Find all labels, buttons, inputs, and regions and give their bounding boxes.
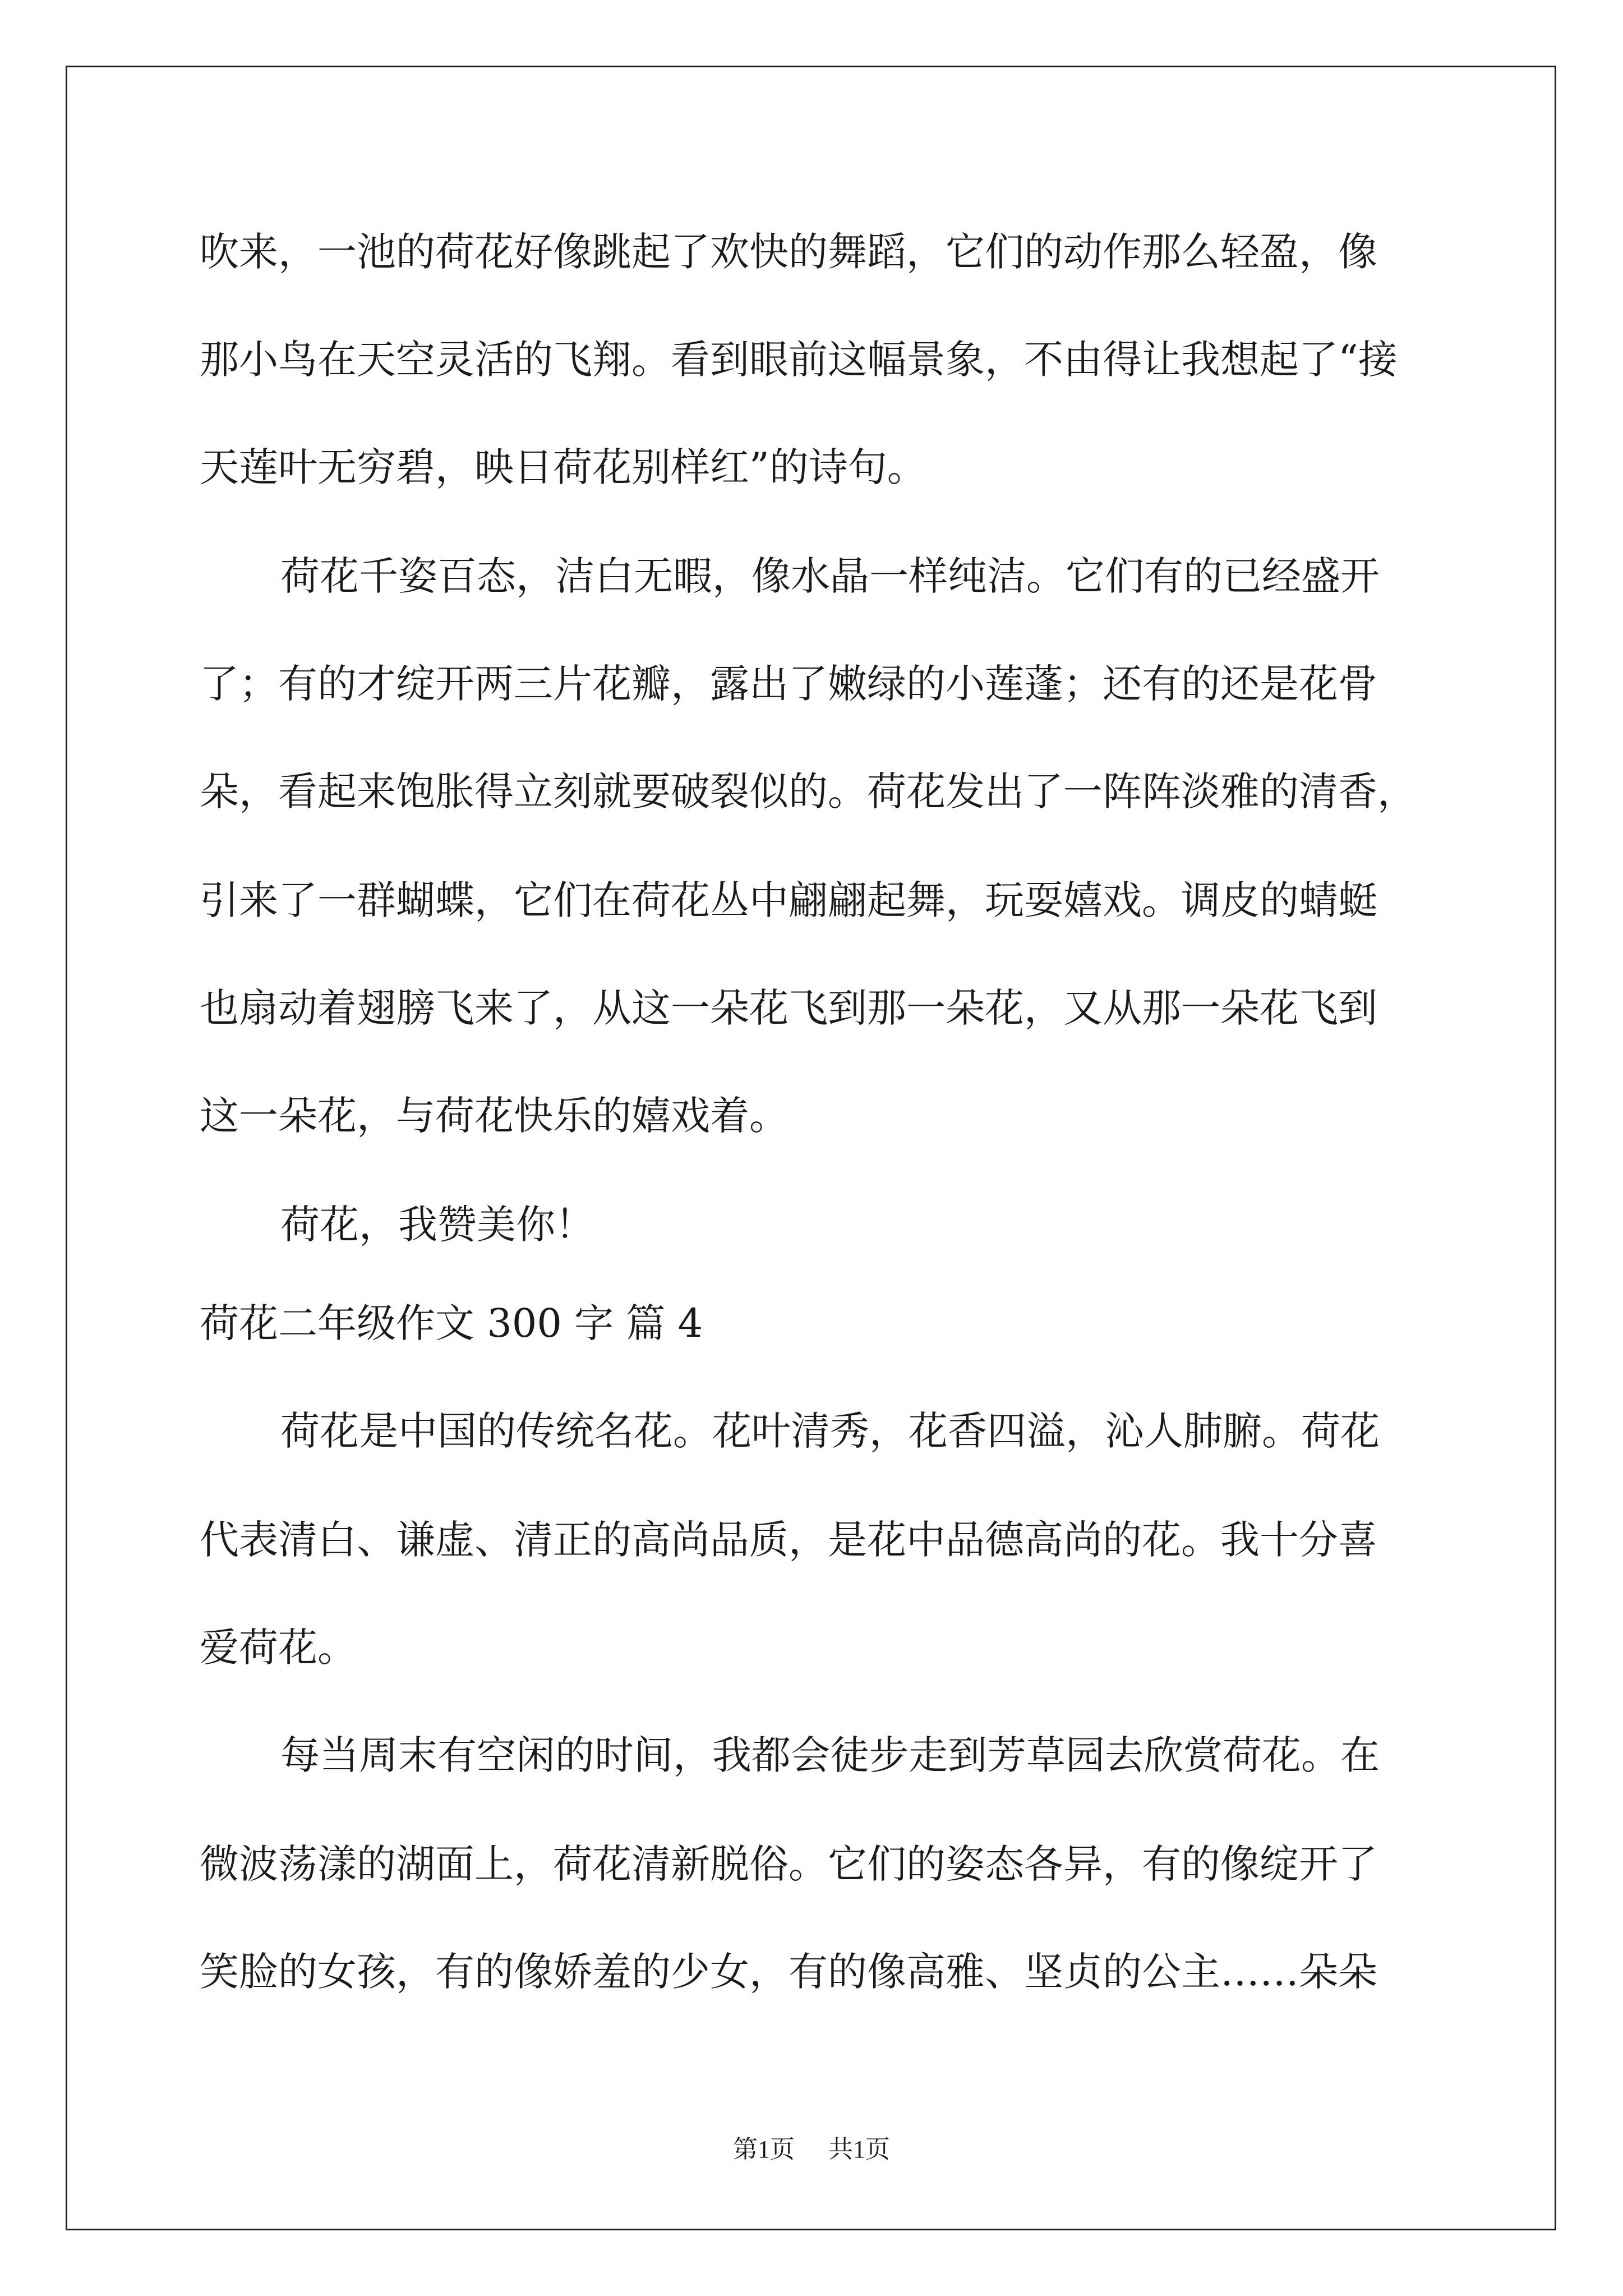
page-border [66, 66, 1556, 2230]
text-line: 代表清白、谦虚、清正的高尚品质，是花中品德高尚的花。我十分喜 [200, 1517, 1377, 1563]
text-line: 朵，看起来饱胀得立刻就要破裂似的。荷花发出了一阵阵淡雅的清香， [200, 769, 1417, 815]
text-line: 天莲叶无穷碧，映日荷花别样红”的诗句。 [200, 444, 926, 490]
page-number-total: 共1页 [828, 2136, 890, 2163]
section-heading: 荷花二年级作文 300 字 篇 4 [200, 1300, 703, 1346]
page-number-current: 第1页 [733, 2136, 795, 2163]
text-line: 笑脸的女孩，有的像娇羞的少女，有的像高雅、坚贞的公主……朵朵 [200, 1949, 1377, 1995]
text-line: 微波荡漾的湖面上，荷花清新脱俗。它们的姿态各异，有的像绽开了 [200, 1841, 1377, 1887]
text-line: 引来了一群蝴蝶，它们在荷花丛中翩翩起舞，玩耍嬉戏。调皮的蜻蜓 [200, 877, 1377, 923]
paragraph-start: 每当周末有空闲的时间，我都会徒步走到芳草园去欣赏荷花。在 [280, 1732, 1380, 1778]
paragraph-start: 荷花，我赞美你！ [280, 1202, 594, 1248]
text-line: 吹来，一池的荷花好像跳起了欢快的舞蹈，它们的动作那么轻盈，像 [200, 229, 1377, 275]
text-line: 这一朵花，与荷花快乐的嬉戏着。 [200, 1093, 789, 1139]
text-line: 也扇动着翅膀飞来了，从这一朵花飞到那一朵花，又从那一朵花飞到 [200, 985, 1377, 1031]
paragraph-start: 荷花是中国的传统名花。花叶清秀，花香四溢，沁人肺腑。荷花 [280, 1408, 1380, 1454]
text-line: 那小鸟在天空灵活的飞翔。看到眼前这幅景象，不由得让我想起了“接 [200, 337, 1398, 383]
paragraph-start: 荷花千姿百态，洁白无暇，像水晶一样纯洁。它们有的已经盛开 [280, 553, 1380, 599]
page-footer [0, 2129, 1623, 2165]
text-line: 了；有的才绽开两三片花瓣，露出了嫩绿的小莲蓬；还有的还是花骨 [200, 661, 1377, 707]
text-line: 爱荷花。 [200, 1625, 357, 1671]
